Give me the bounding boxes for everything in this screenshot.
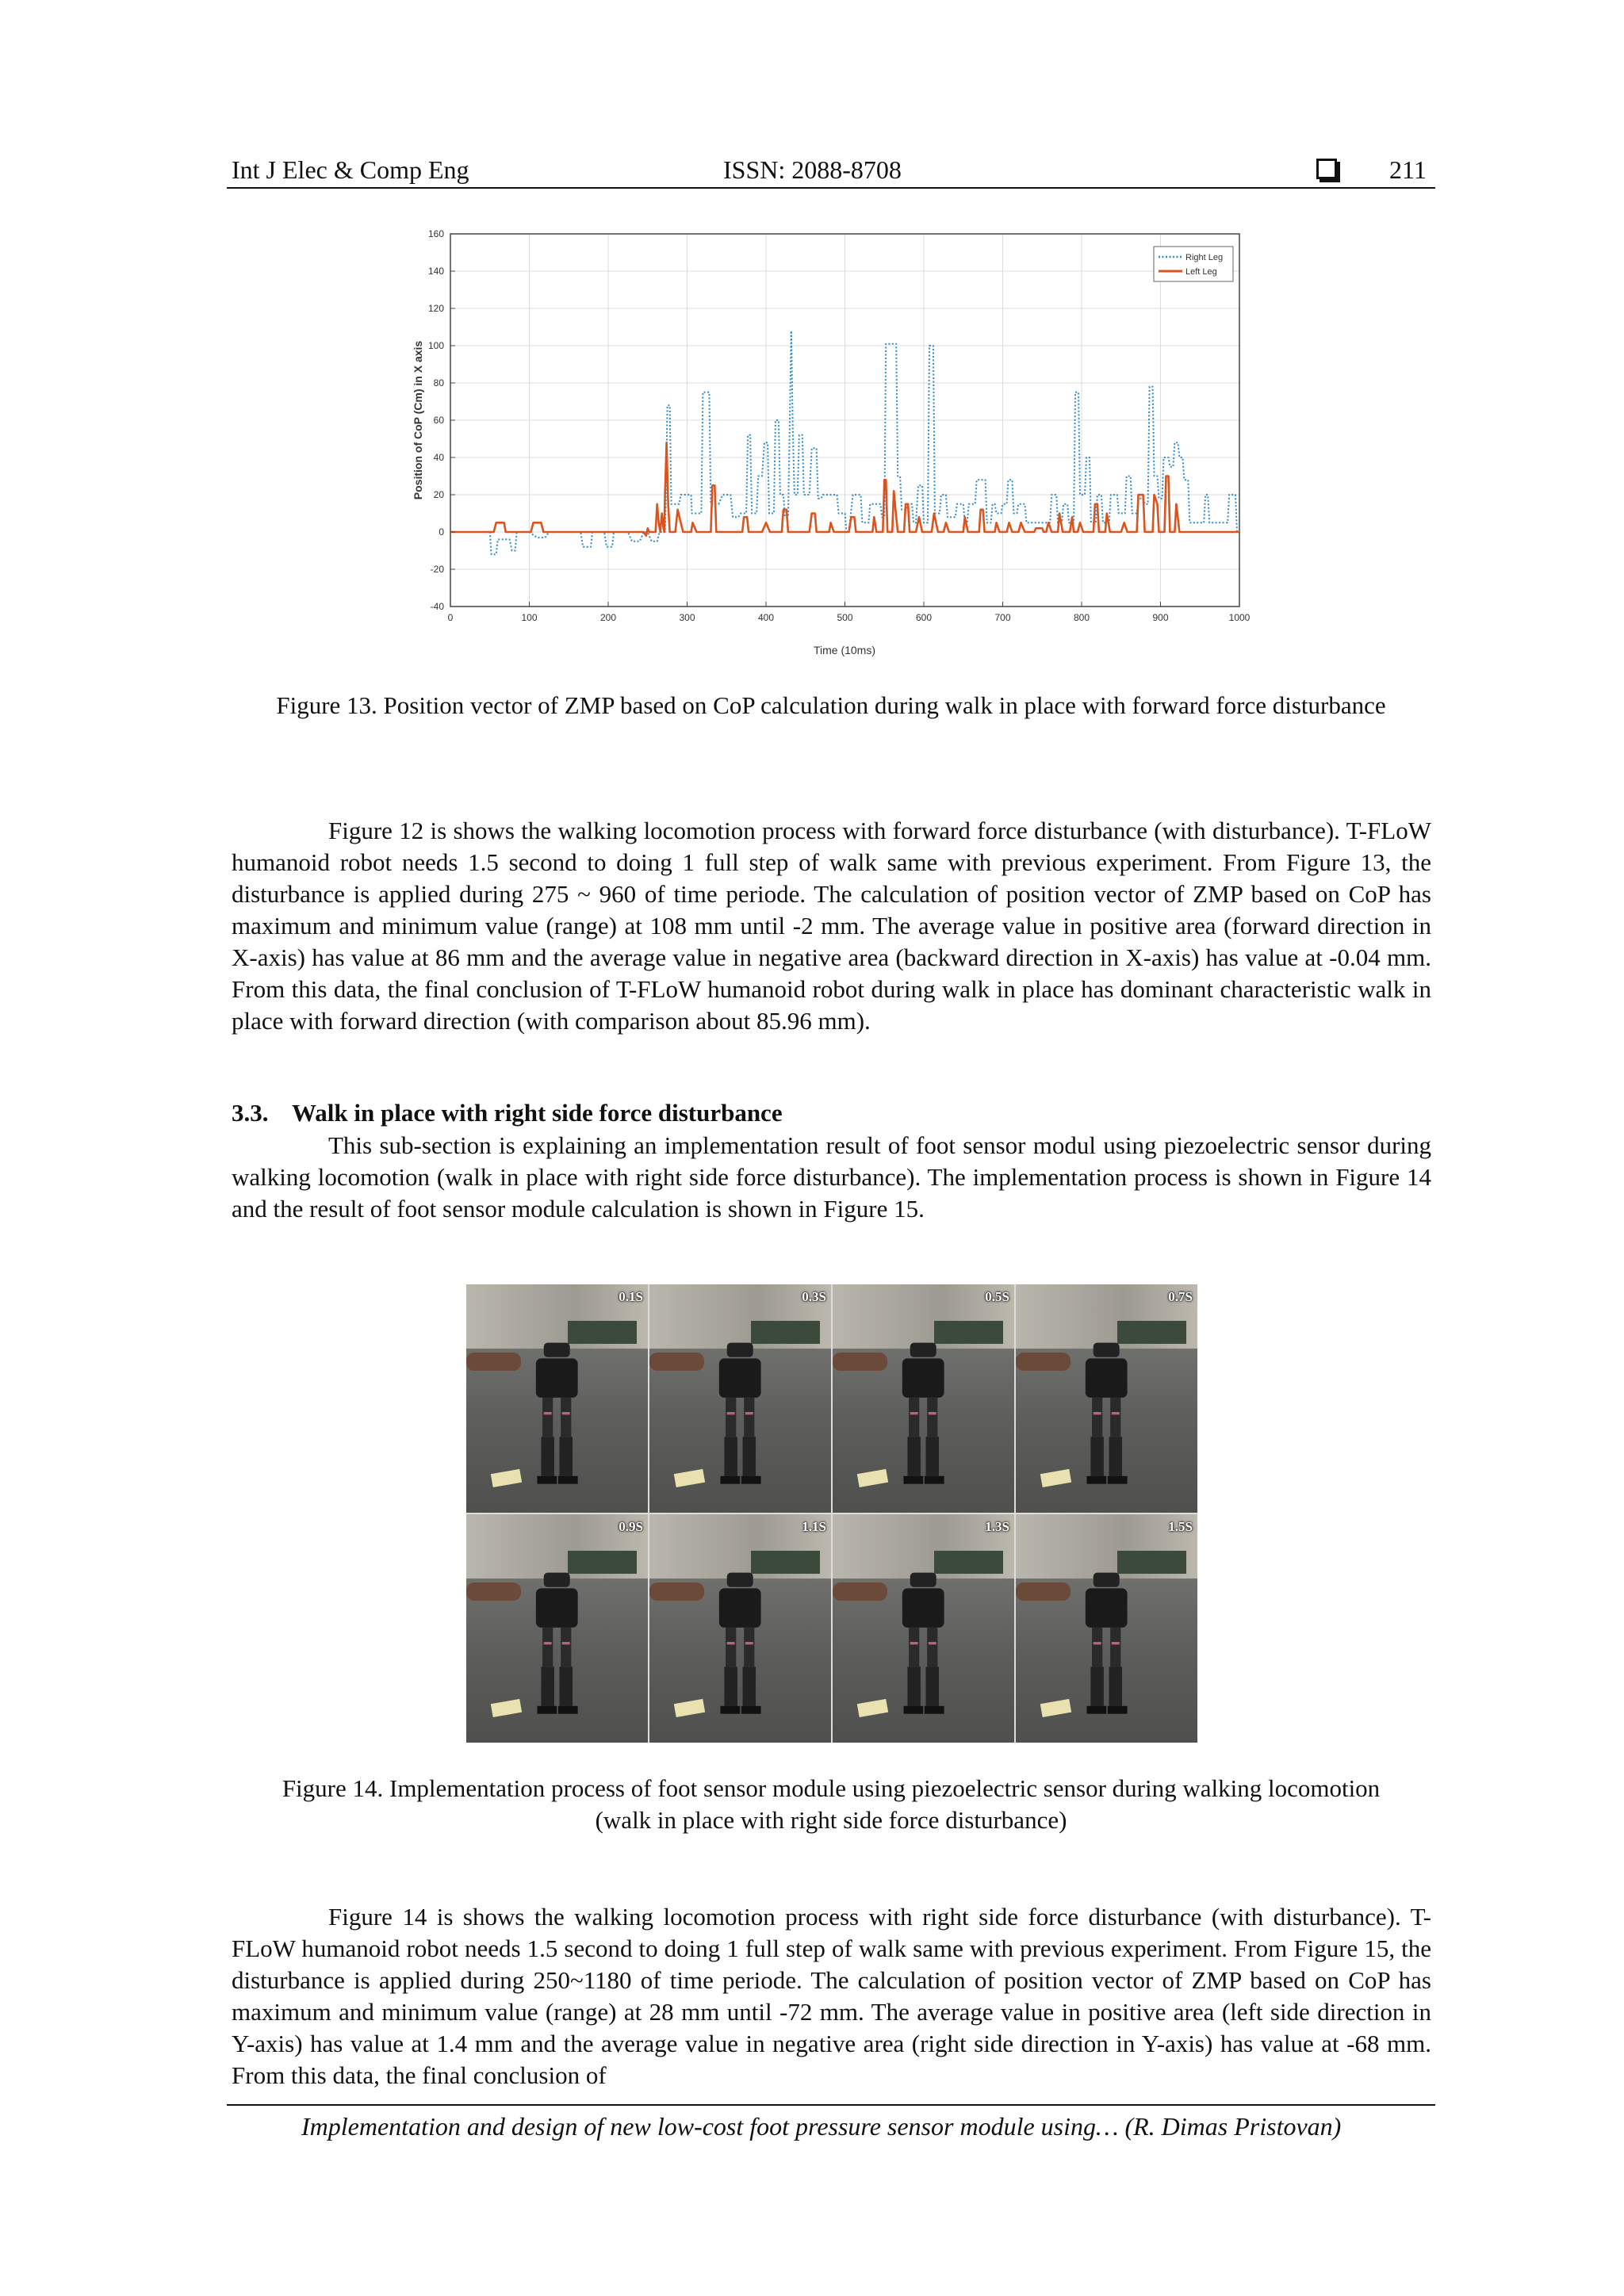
figure14-caption: Figure 14. Implementation process of foot sensor module using piezoelectric sensor during walking locomotion (walk in place with right side force disturbance) (282, 1774, 1381, 1834)
frame-time-label: 1.1S (802, 1519, 826, 1534)
robot-image (524, 1326, 589, 1504)
photo-frame (1016, 1284, 1197, 1513)
figure14-photo-grid (466, 1284, 1197, 1743)
photo-frame (1016, 1514, 1197, 1743)
body-paragraph-1 (232, 815, 1431, 1037)
photo-frame (833, 1284, 1014, 1513)
y-tick-label: 120 (427, 303, 444, 314)
frame-time-label: 0.5S (985, 1289, 1009, 1304)
section-title: Walk in place with right side force disturbance (292, 1099, 783, 1127)
y-tick-label: -20 (430, 564, 444, 575)
y-tick-label: 40 (433, 452, 444, 463)
body-paragraph-3 (232, 1901, 1431, 2091)
y-axis-label: Position of CoP (Cm) in X axis (412, 340, 424, 500)
footer-rule (227, 2104, 1435, 2106)
body-paragraph-3-text: Figure 14 is shows the walking locomotion process with right side force disturbance (with disturbance). T-FLoW humanoid robot needs 1.5 second to doing 1 full step of walk same with previous experiment. From Figure 15, the disturbance is applied during 250~1180 of time periode. The calculation of position vector of ZMP based on CoP has maximum and minimum value (range) at 28 mm until -72 mm. The average value in positive area (left side direction in Y-axis) has value at 1.4 mm and the average value in negative area (right side direction in Y-axis) has value at -68 mm. From this data, the final conclusion of (232, 1903, 1431, 2089)
photo-frame (466, 1284, 648, 1513)
robot-image (707, 1556, 772, 1734)
x-tick-label: 200 (599, 612, 617, 623)
figure13-caption: Figure 13. Position vector of ZMP based on CoP calculation during walk in place with forward force disturbance (276, 691, 1386, 719)
robot-image (1074, 1556, 1139, 1734)
section-heading (232, 1099, 783, 1127)
section-number: 3.3. (232, 1099, 269, 1127)
photo-frame (649, 1284, 831, 1513)
header-rule (227, 187, 1435, 189)
running-header-journal: Int J Elec & Comp Eng (232, 155, 469, 184)
y-tick-label: 100 (427, 340, 444, 351)
y-tick-label: 140 (427, 266, 444, 277)
page-number: 211 (1389, 155, 1427, 184)
running-footer: Implementation and design of new low-cost foot pressure sensor module using… (R. Dimas Pristovan) (301, 2112, 1342, 2141)
robot-image (1074, 1326, 1139, 1504)
x-tick-label: 600 (915, 612, 933, 623)
body-paragraph-2-text: This sub-section is explaining an implementation result of foot sensor modul using piezoelectric sensor during walking locomotion (walk in place with right side force disturbance). The implementation process is shown in Figure 14 and the result of foot sensor module calculation is shown in Figure 15. (232, 1131, 1431, 1223)
figure13-chart (404, 226, 1257, 670)
y-tick-label: 0 (439, 526, 444, 538)
frame-time-label: 0.1S (619, 1289, 643, 1304)
checkbox-square-icon (1316, 159, 1337, 179)
legend-label-right-leg: Right Leg (1185, 253, 1224, 262)
y-tick-label: 20 (433, 489, 444, 500)
photo-frame (466, 1514, 648, 1743)
frame-time-label: 1.3S (985, 1519, 1009, 1534)
body-paragraph-1-text: Figure 12 is shows the walking locomotion process with forward force disturbance (with disturbance). T-FLoW humanoid robot needs 1.5 second to doing 1 full step of walk same with previous experiment. From Figure 13, the disturbance is applied during 275 ~ 960 of time periode. The calculation of position vector of ZMP based on CoP has maximum and minimum value (range) at 108 mm until -2 mm. The average value in positive area (forward direction in X-axis) has value at 86 mm and the average value in negative area (backward direction in X-axis) has value at -0.04 mm. From this data, the final conclusion of T-FLoW humanoid robot during walk in place has dominant characteristic walk in place with forward direction (with comparison about 85.96 mm). (232, 817, 1431, 1035)
robot-image (891, 1326, 956, 1504)
robot-image (524, 1556, 589, 1734)
running-header-issn: ISSN: 2088-8708 (723, 155, 902, 184)
x-tick-label: 700 (994, 612, 1011, 623)
x-tick-label: 500 (837, 612, 853, 623)
x-tick-label: 400 (757, 612, 775, 623)
x-tick-label: 100 (521, 612, 538, 623)
y-tick-label: 160 (427, 228, 444, 239)
photo-frame (833, 1514, 1014, 1743)
frame-time-label: 0.7S (1168, 1289, 1193, 1304)
x-tick-label: 1000 (1228, 612, 1251, 623)
x-axis-label: Time (10ms) (813, 644, 876, 656)
x-tick-label: 900 (1152, 612, 1169, 623)
photo-frame (649, 1514, 831, 1743)
y-tick-label: 80 (433, 377, 444, 388)
frame-time-label: 0.9S (619, 1519, 643, 1534)
robot-image (707, 1326, 772, 1504)
x-tick-label: 0 (447, 612, 454, 623)
x-tick-label: 300 (679, 612, 695, 623)
robot-image (891, 1556, 956, 1734)
frame-time-label: 1.5S (1168, 1519, 1193, 1534)
y-tick-label: -40 (430, 601, 444, 612)
legend-label-left-leg: Left Leg (1185, 267, 1217, 277)
chart-legend (1154, 247, 1233, 281)
frame-time-label: 0.3S (802, 1289, 826, 1304)
y-tick-label: 60 (433, 415, 444, 426)
x-tick-label: 800 (1073, 612, 1090, 623)
body-paragraph-2 (232, 1130, 1431, 1225)
